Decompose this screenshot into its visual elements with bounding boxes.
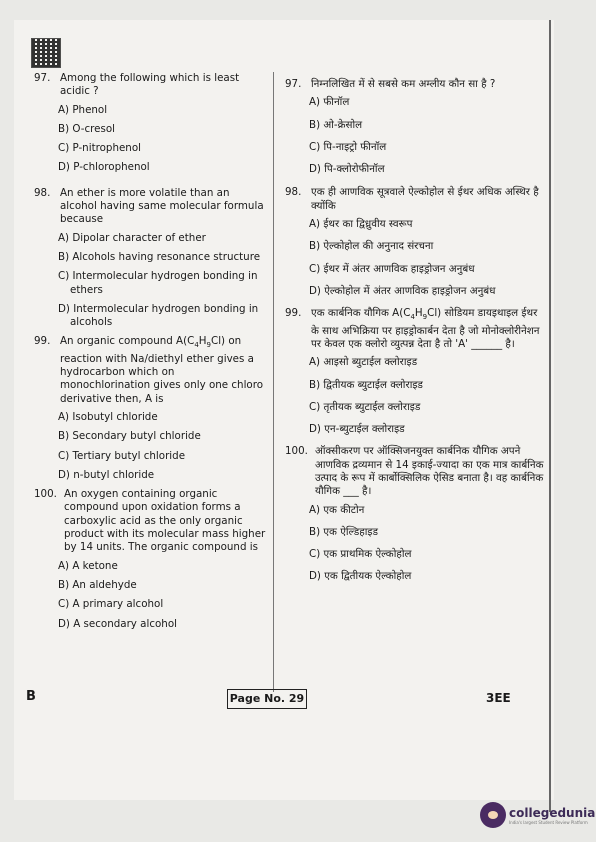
option-a: A) Phenol [58,103,108,116]
option-a: A) एक कीटोन [309,503,365,516]
column-divider [273,72,274,692]
question-text: An oxygen containing organic compound upon oxidation forms a carboxylic acid as the only organic product with its molecular mass higher by 14 units. The organic compound is [64,488,266,554]
option-b: B) An aldehyde [58,578,137,591]
option-b: B) O-cresol [58,122,115,135]
question-100-hi [285,445,545,583]
question-number: 97. [285,78,302,90]
question-number: 100. [285,445,308,458]
option-b: B) ऐल्कोहोल की अनुनाद संरचना [309,240,434,253]
paper-code: 3EE [486,691,511,705]
question-99-en [34,335,266,482]
question-number: 99. [285,307,302,320]
question-number: 100. [34,488,57,501]
english-column [34,72,266,637]
question-97-hi [285,78,545,176]
option-c: C) एक प्राथमिक ऐल्कोहोल [309,548,412,561]
option-c: C) Intermolecular hydrogen bonding in ethers [58,270,258,296]
option-a: A) Isobutyl chloride [58,410,158,423]
question-100-en [34,488,266,631]
question-98-hi [285,186,545,298]
option-d: D) P-chlorophenol [58,161,150,174]
question-text: एक ही आणविक सूत्रवाले ऐल्कोहोल से ईथर अधिक अस्थिर है क्योंकि [311,186,539,212]
option-c: C) Tertiary butyl chloride [58,449,186,462]
option-b: B) एक ऐल्डिहाइड [309,525,378,538]
hindi-column [285,78,545,593]
booklet-set-label: B [26,689,36,704]
question-text: निम्नलिखित में से सबसे कम अम्लीय कौन सा है ? [311,78,496,90]
option-b: B) द्वितीयक ब्युटाईल क्लोराइड [309,378,423,391]
page-number-box: Page No. 29 [227,689,307,709]
question-97-en [34,72,266,175]
option-a: A) A ketone [58,559,118,572]
question-number: 98. [285,186,302,199]
qr-code [31,38,61,68]
question-number: 97. [34,72,51,84]
option-c: C) ईथर में अंतर आणविक हाइड्रोजन अनुबंध [309,262,475,275]
page-edge-rule [549,20,551,812]
option-a: A) फीनॉल [309,96,350,109]
question-99-hi [285,307,545,436]
option-c: C) P-nitrophenol [58,142,141,155]
question-number: 99. [34,335,51,348]
question-98-en [34,187,266,330]
mascot-icon [480,802,506,828]
option-c: C) पि-नाइट्रो फीनॉल [309,140,387,153]
collegedunia-watermark [480,802,595,828]
question-number: 98. [34,186,51,199]
option-a: A) ईथर का द्विध्रुवीय स्वरूप [309,218,413,231]
question-text: Among the following which is least acidic ? [60,72,240,98]
option-c: C) तृतीयक ब्युटाईल क्लोराइड [309,400,421,413]
question-text: An ether is more volatile than an alcohol having same molecular formula because [60,186,264,226]
option-c: C) A primary alcohol [58,598,164,611]
option-d: D) एन-ब्युटाईल क्लोराइड [309,423,405,436]
option-a: A) Dipolar character of ether [58,231,206,244]
option-a: A) आइसो ब्युटाईल क्लोराइड [309,356,418,369]
option-b: B) Secondary butyl chloride [58,430,201,443]
question-text: एक कार्बनिक यौगिक $A(C_4H_9Cl)$ सोडियम डायइथाइल ईथर के साथ अभिक्रिया पर हाइड्रोकार्बन देता है जो मोनोक्लोरीनेशन पर केवल एक क्लोरो व्युत्पन्न देता है तो 'A' ______ है। [311,307,540,350]
question-text: ऑक्सीकरण पर ऑक्सिजनयुक्त कार्बनिक यौगिक अपने आणविक द्रव्यमान से 14 इकाई-ज्यादा का एक मात्र कार्बनिक उत्पाद के रूप में कार्बोक्सिलिक ऐसिड बनाता है। वह कार्बनिक यौगिक ___ है। [315,445,544,498]
option-d: D) Intermolecular hydrogen bonding in alcohols [58,302,259,329]
option-d: D) n-butyl chloride [58,468,155,481]
brand-tagline: India's largest Student Review Platform [509,819,588,825]
option-b: B) Alcohols having resonance structure [58,250,261,263]
option-d: D) एक द्वितीयक ऐल्कोहोल [309,570,412,583]
option-d: D) ऐल्कोहोल में अंतर आणविक हाइड्रोजन अनुबंध [309,284,496,297]
question-text: An organic compound $A(C_4H_9Cl)$ on reaction with Na/diethyl ether gives a hydrocarbon which on monochlorination gives only one chloro derivative then, A is [60,335,264,405]
option-b: B) ओ-क्रेसोल [309,118,363,131]
brand-name: collegedunia [509,805,596,820]
option-d: D) A secondary alcohol [58,617,177,630]
option-d: D) पि-क्लोरोफीनॉल [309,163,385,176]
